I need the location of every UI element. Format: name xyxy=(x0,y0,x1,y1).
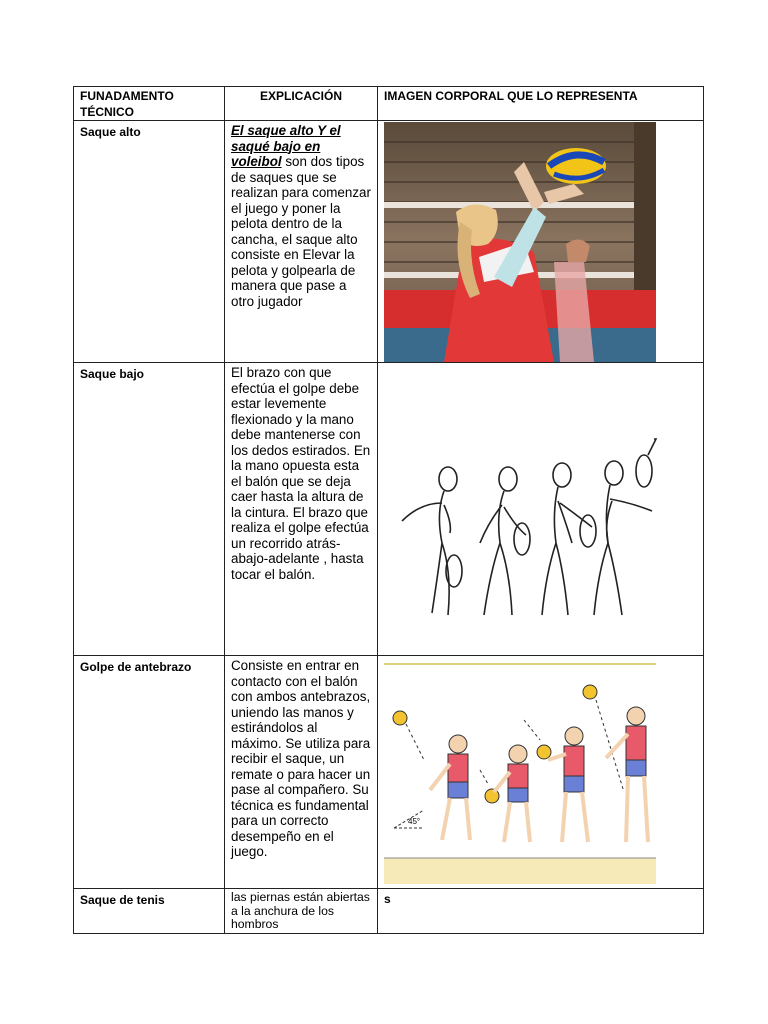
technique-name: Saque de tenis xyxy=(74,889,225,933)
techniques-table xyxy=(73,86,704,934)
technique-name: Golpe de antebrazo xyxy=(74,656,225,888)
header-imagen: IMAGEN CORPORAL QUE LO REPRESENTA xyxy=(384,89,638,103)
volleyball-serve-photo xyxy=(384,122,656,362)
table-row xyxy=(74,889,703,933)
technique-explanation: las piernas están abiertas a la anchura de los hombros xyxy=(225,889,378,933)
table-row xyxy=(74,363,703,656)
underhand-serve-sketch xyxy=(392,393,658,633)
technique-explanation: Consiste en entrar en contacto con el balón con ambos antebrazos, uniendo las manos y estirándolos al máximo. Se utiliza para recibir el saque, un remate o para hacer un pase al compañero. Su técnica es fundamental para un correcto desempeño en el juego. xyxy=(225,656,378,888)
technique-image-cell xyxy=(378,121,703,362)
technique-name: Saque bajo xyxy=(74,363,225,655)
table-row xyxy=(74,656,703,889)
explanation-text: son dos tipos de saques que se realizan para comenzar el juego y poner la pelota dentro de la cancha, el saque alto consiste en Elevar la pelota y golpearla de manera que pase a otro jugador xyxy=(231,154,371,309)
technique-image-cell xyxy=(378,363,703,655)
technique-explanation xyxy=(225,121,378,362)
technique-image-cell: s xyxy=(384,892,391,906)
table-header-row xyxy=(74,87,703,121)
table-row xyxy=(74,121,703,363)
angle-label: 45° xyxy=(408,817,421,826)
technique-explanation: El brazo con que efectúa el golpe debe estar levemente flexionado y la mano debe mantenerse con los dedos estirados. En la mano opuesta esta el balón que se deja caer hasta la altura de la cintura. El brazo que realiza el golpe efectúa un recorrido atrás-abajo-adelante , hasta tocar el balón. xyxy=(225,363,378,655)
forearm-pass-illustration xyxy=(384,660,656,886)
technique-name: Saque alto xyxy=(74,121,225,362)
header-explicacion: EXPLICACIÓN xyxy=(225,87,378,120)
technique-image-cell xyxy=(378,656,703,888)
explanation-emphasis: El saque alto Y el saqué bajo en voleibol xyxy=(231,123,341,169)
header-fundamento: FUNADAMENTO TÉCNICO xyxy=(74,87,225,120)
